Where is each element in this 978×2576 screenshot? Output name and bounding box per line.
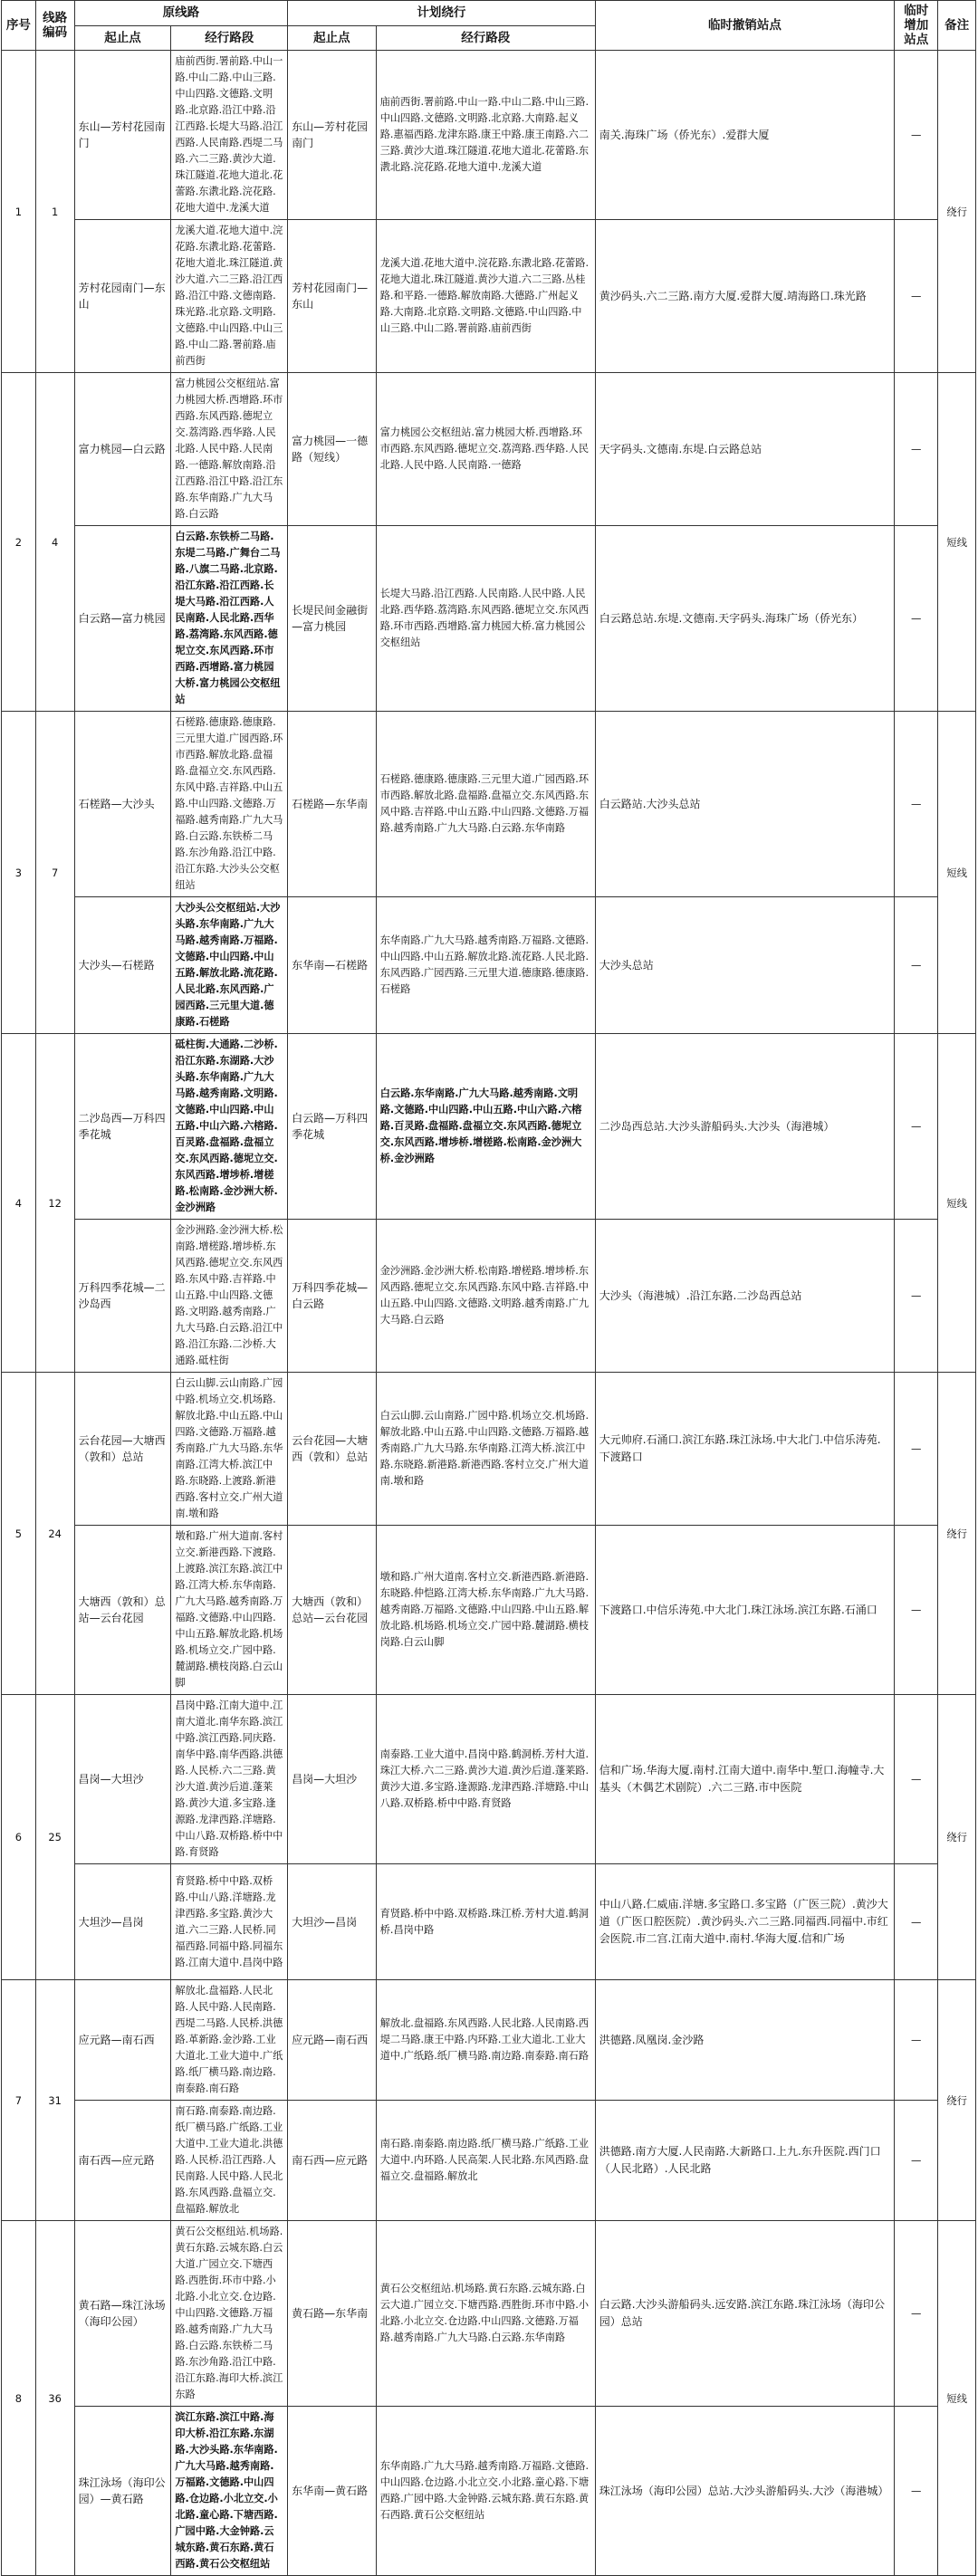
- original-endpoints-cell: 石槎路—大沙头: [74, 712, 171, 897]
- note-cell: 绕行: [938, 1695, 976, 1980]
- planned-route-cell: 白云路.东华南路.广九大马路.越秀南路.文明路.文德路.中山四路.中山五路.中山六路.六榕路.百灵路.盘福路.盘福立交.东风西路.德坭立交.东风西路.增埗桥.增槎路.松南路.金沙洲大桥.金沙洲路: [376, 1034, 595, 1220]
- cancelled-stops-cell: 中山八路.仁威庙.洋塘.多宝路口.多宝路（广医三院）.黄沙大道（广医口腔医院）.黄沙码头.六二三路.同福西.同福中.市红会医院.市二宫.江南大道中.南村.华海大厦.信和广场: [595, 1864, 894, 1980]
- seq-cell: 2: [2, 373, 36, 712]
- table-row: [2, 2407, 976, 2576]
- header-code: 线路编码: [35, 1, 74, 51]
- original-endpoints-cell: 应元路—南石西: [74, 1980, 171, 2101]
- original-endpoints-cell: 云台花园—大塘西（敦和）总站: [74, 1373, 171, 1526]
- original-route-cell: 龙溪大道.花地大道中.浣花路.东漖北路.花蕾路.花地大道北.珠江隧道.黄沙大道.六二三路.沿江西路.沿江中路.文德南路.珠光路.北京路.文明路.文德路.中山四路.中山三路.中山二路.署前路.庙前西街: [171, 220, 288, 373]
- table-row: [2, 2101, 976, 2221]
- table-row: [2, 1526, 976, 1695]
- planned-route-cell: 解放北.盘福路.东风西路.人民北路.人民南路.西堤二马路.康王中路.内环路.工业大道北.工业大道中.广纸路.纸厂横马路.南边路.南泰路.南石路: [376, 1980, 595, 2101]
- planned-route-cell: 金沙洲路.金沙洲大桥.松南路.增槎路.增埗桥.东风西路.德坭立交.东风西路.东风中路.吉祥路.中山五路.中山四路.文德路.文明路.越秀南路.广九大马路.白云路: [376, 1220, 595, 1373]
- header-original-endpoints: 起止点: [74, 25, 171, 51]
- original-endpoints-cell: 大沙头—石槎路: [74, 897, 171, 1034]
- note-cell: 短线: [938, 1034, 976, 1373]
- line-code-cell: 12: [35, 1034, 74, 1373]
- planned-route-cell: 南泰路.工业大道中.昌岗中路.鹤洞桥.芳村大道.珠江大桥.六二三路.黄沙大道.黄沙后道.蓬莱路.黄沙大道.多宝路.逢源路.龙津西路.洋塘路.中山八路.双桥路.桥中中路.育贤路: [376, 1695, 595, 1864]
- header-planned-route: 计划绕行: [288, 1, 596, 26]
- original-route-cell: 南石路.南泰路.南边路.纸厂横马路.广纸路.工业大道中.工业大道北.洪德路.人民桥.沿江西路.人民南路.人民中路.人民北路.东风西路.盘福立交.盘福路.解放北: [171, 2101, 288, 2221]
- table-row: [2, 1373, 976, 1526]
- added-stops-cell: —: [895, 526, 938, 712]
- added-stops-cell: —: [895, 1220, 938, 1373]
- original-endpoints-cell: 东山—芳村花园南门: [74, 51, 171, 220]
- original-route-cell: 昌岗中路.江南大道中.江南大道北.南华东路.滨江中路.滨江西路.同庆路.南华中路.南华西路.洪德路.人民桥.六二三路.黄沙大道.黄沙后道.蓬莱路.黄沙大道.多宝路.逢源路.龙津西路.洋塘路.中山八路.双桥路.桥中中路.育贤路: [171, 1695, 288, 1864]
- added-stops-cell: —: [895, 2221, 938, 2407]
- original-route-cell: 育贤路.桥中中路.双桥路.中山八路.洋塘路.龙津西路.多宝路.黄沙大道.六二三路.人民桥.同福西路.同福中路.同福东路.江南大道中.昌岗中路: [171, 1864, 288, 1980]
- original-route-cell: 墩和路.广州大道南.客村立交.新港西路.下渡路.上渡路.滨江东路.滨江中路.江湾大桥.东华南路.广九大马路.越秀南路.万福路.文德路.中山四路.中山五路.解放北路.机场路.机场立交.广园中路.麓湖路.横枝岗路.白云山脚: [171, 1526, 288, 1695]
- note-cell: 绕行: [938, 1373, 976, 1695]
- route-diversion-table: [1, 0, 976, 2576]
- table-row: [2, 1034, 976, 1220]
- planned-route-cell: 南石路.南泰路.南边路.纸厂横马路.广纸路.工业大道中.内环路.人民高架.人民北路.东风西路.盘福立交.盘福路.解放北: [376, 2101, 595, 2221]
- original-route-cell: 白云山脚.云山南路.广园中路.机场立交.机场路.解放北路.中山五路.中山四路.文德路.万福路.越秀南路.广九大马路.东华南路.江湾大桥.滨江中路.东晓路.上渡路.新港西路.客村立交.广州大道南.墩和路: [171, 1373, 288, 1526]
- cancelled-stops-cell: 洪德路.南方大厦.人民南路.大新路口.上九.东升医院.西门口（人民北路）.人民北路: [595, 2101, 894, 2221]
- original-endpoints-cell: 富力桃园—白云路: [74, 373, 171, 526]
- added-stops-cell: —: [895, 1695, 938, 1864]
- original-endpoints-cell: 万科四季花城—二沙岛西: [74, 1220, 171, 1373]
- header-seq: 序号: [2, 1, 36, 51]
- original-endpoints-cell: 芳村花园南门—东山: [74, 220, 171, 373]
- original-endpoints-cell: 二沙岛西—万科四季花城: [74, 1034, 171, 1220]
- planned-route-cell: 庙前西街.署前路.中山一路.中山二路.中山三路.中山四路.文德路.文明路.北京路.大南路.起义路.惠福西路.龙津东路.康王中路.康王南路.六二三路.黄沙大道.珠江隧道.花地大道北.花蕾路.东漖北路.浣花路.花地大道中.龙溪大道: [376, 51, 595, 220]
- planned-endpoints-cell: 云台花园—大塘西（敦和）总站: [288, 1373, 377, 1526]
- line-code-cell: 31: [35, 1980, 74, 2221]
- planned-endpoints-cell: 东华南—黄石路: [288, 2407, 377, 2576]
- seq-cell: 1: [2, 51, 36, 373]
- planned-route-cell: 东华南路.广九大马路.越秀南路.万福路.文德路.中山四路.仓边路.小北立交.小北路.童心路.下塘西路.广园中路.大金钟路.云城东路.黄石东路.黄石西路.黄石公交枢纽站: [376, 2407, 595, 2576]
- original-route-cell: 黄石公交枢纽站.机场路.黄石东路.云城东路.白云大道.广园立交.下塘西路.西胜街.环市中路.小北路.小北立交.仓边路.中山四路.文德路.万福路.越秀南路.广九大马路.白云路.东铁桥二马路.东沙角路.沿江中路.沿江东路.海印大桥.滨江东路: [171, 2221, 288, 2407]
- original-endpoints-cell: 黄石路—珠江泳场（海印公园）: [74, 2221, 171, 2407]
- seq-cell: 6: [2, 1695, 36, 1980]
- planned-endpoints-cell: 大坦沙—昌岗: [288, 1864, 377, 1980]
- table-row: [2, 526, 976, 712]
- original-endpoints-cell: 南石西—应元路: [74, 2101, 171, 2221]
- planned-endpoints-cell: 大塘西（敦和）总站—云台花园: [288, 1526, 377, 1695]
- original-route-cell: 金沙洲路.金沙洲大桥.松南路.增槎路.增埗桥.东风西路.德坭立交.东风西路.东风中路.吉祥路.中山五路.中山四路.文德路.文明路.越秀南路.广九大马路.白云路.沿江中路.沿江东路.二沙桥.大通路.砥柱街: [171, 1220, 288, 1373]
- line-code-cell: 1: [35, 51, 74, 373]
- original-route-cell: 滨江东路.滨江中路.海印大桥.沿江东路.东湖路.大沙头路.东华南路.广九大马路.越秀南路.万福路.文德路.中山四路.仓边路.小北立交.小北路.童心路.下塘西路.广园中路.大金钟路.云城东路.黄石东路.黄石西路.黄石公交枢纽站: [171, 2407, 288, 2576]
- original-route-cell: 富力桃园公交枢纽站.富力桃园大桥.西增路.环市西路.东风西路.德坭立交.荔湾路.西华路.人民北路.人民中路.人民南路.一德路.解放南路.沿江西路.沿江中路.沿江东路.东华南路.广九大马路.白云路: [171, 373, 288, 526]
- table-row: [2, 373, 976, 526]
- added-stops-cell: —: [895, 51, 938, 220]
- line-code-cell: 7: [35, 712, 74, 1034]
- original-route-cell: 砥柱街.大通路.二沙桥.沿江东路.东湖路.大沙头路.东华南路.广九大马路.越秀南路.文明路.文德路.中山四路.中山五路.中山六路.六榕路.百灵路.盘福路.盘福立交.东风西路.德坭立交.东风西路.增埗桥.增槎路.松南路.金沙洲大桥.金沙洲路: [171, 1034, 288, 1220]
- added-stops-cell: —: [895, 373, 938, 526]
- planned-route-cell: 富力桃园公交枢纽站.富力桃园大桥.西增路.环市西路.东风西路.德坭立交.荔湾路.西华路.人民北路.人民中路.人民南路.一德路: [376, 373, 595, 526]
- planned-route-cell: 龙溪大道.花地大道中.浣花路.东漖北路.花蕾路.花地大道北.珠江隧道.黄沙大道.六二三路.丛桂路.和平路.一德路.解放南路.大德路.广州起义路.大南路.北京路.文明路.文德路.中山四路.中山三路.中山二路.署前路.庙前西街: [376, 220, 595, 373]
- original-route-cell: 解放北.盘福路.人民北路.人民中路.人民南路.西堤二马路.人民桥.洪德路.革新路.金沙路.工业大道北.工业大道中.广纸路.纸厂横马路.南边路.南泰路.南石路: [171, 1980, 288, 2101]
- original-route-cell: 白云路.东铁桥二马路.东堤二马路.广舞台二马路.八旗二马路.北京路.沿江东路.沿江西路.长堤大马路.沿江西路.人民南路.人民北路.西华路.荔湾路.东风西路.德坭立交.东风西路.环市西路.西增路.富力桃园大桥.富力桃园公交枢纽站: [171, 526, 288, 712]
- planned-endpoints-cell: 东山—芳村花园南门: [288, 51, 377, 220]
- cancelled-stops-cell: 信和广场.华海大厦.南村.江南大道中.南华中.堑口.海幢寺.大基头（木偶艺术剧院）.六二三路.市中医院: [595, 1695, 894, 1864]
- note-cell: 绕行: [938, 51, 976, 373]
- planned-route-cell: 白云山脚.云山南路.广园中路.机场立交.机场路.解放北路.中山五路.中山四路.文德路.万福路.越秀南路.广九大马路.东华南路.江湾大桥.滨江中路.东晓路.新港路.新港西路.客村立交.广州大道南.墩和路: [376, 1373, 595, 1526]
- planned-endpoints-cell: 东华南—石槎路: [288, 897, 377, 1034]
- original-endpoints-cell: 白云路—富力桃园: [74, 526, 171, 712]
- table-row: [2, 2221, 976, 2407]
- note-cell: 短线: [938, 712, 976, 1034]
- header-planned-segments: 经行路段: [376, 25, 595, 51]
- cancelled-stops-cell: 天字码头.文德南.东堤.白云路总站: [595, 373, 894, 526]
- planned-route-cell: 石槎路.德康路.德康路.三元里大道.广园西路.环市西路.解放北路.盘福路.盘福立交.东风西路.东风中路.吉祥路.中山五路.中山四路.文德路.万福路.越秀南路.广九大马路.白云路.东华南路: [376, 712, 595, 897]
- added-stops-cell: —: [895, 1034, 938, 1220]
- header-cancelled-stops: 临时撤销站点: [595, 1, 894, 51]
- table-row: [2, 51, 976, 220]
- table-row: [2, 1695, 976, 1864]
- added-stops-cell: —: [895, 2101, 938, 2221]
- line-code-cell: 25: [35, 1695, 74, 1980]
- table-row: [2, 1864, 976, 1980]
- planned-endpoints-cell: 南石西—应元路: [288, 2101, 377, 2221]
- header-original-segments: 经行路段: [171, 25, 288, 51]
- cancelled-stops-cell: 洪德路.凤凰岗.金沙路: [595, 1980, 894, 2101]
- planned-endpoints-cell: 长堤民间金融街—富力桃园: [288, 526, 377, 712]
- header-added-stops: 临时增加站点: [895, 1, 938, 51]
- seq-cell: 4: [2, 1034, 36, 1373]
- planned-route-cell: 黄石公交枢纽站.机场路.黄石东路.云城东路.白云大道.广园立交.下塘西路.西胜街.环市中路.小北路.小北立交.仓边路.中山四路.文德路.万福路.越秀南路.广九大马路.白云路.东华南路: [376, 2221, 595, 2407]
- cancelled-stops-cell: 珠江泳场（海印公园）总站.大沙头游船码头.大沙（海港城）: [595, 2407, 894, 2576]
- added-stops-cell: —: [895, 2407, 938, 2576]
- planned-endpoints-cell: 应元路—南石西: [288, 1980, 377, 2101]
- line-code-cell: 24: [35, 1373, 74, 1695]
- cancelled-stops-cell: 下渡路口.中信乐涛苑.中大北门.珠江泳场.滨江东路.石涌口: [595, 1526, 894, 1695]
- planned-endpoints-cell: 石槎路—东华南: [288, 712, 377, 897]
- header-original-route: 原线路: [74, 1, 287, 26]
- added-stops-cell: —: [895, 1980, 938, 2101]
- added-stops-cell: —: [895, 1864, 938, 1980]
- seq-cell: 5: [2, 1373, 36, 1695]
- note-cell: 短线: [938, 373, 976, 712]
- seq-cell: 7: [2, 1980, 36, 2221]
- planned-endpoints-cell: 黄石路—东华南: [288, 2221, 377, 2407]
- cancelled-stops-cell: 白云路站.大沙头总站: [595, 712, 894, 897]
- cancelled-stops-cell: 南关.海珠广场（侨光东）.爱群大厦: [595, 51, 894, 220]
- original-route-cell: 大沙头公交枢纽站.大沙头路.东华南路.广九大马路.越秀南路.万福路.文德路.中山四路.中山五路.解放北路.流花路.人民北路.东风西路.广园西路.三元里大道.德康路.石槎路: [171, 897, 288, 1034]
- table-body: [2, 51, 976, 2576]
- original-route-cell: 庙前西街.署前路.中山一路.中山二路.中山三路.中山四路.文德路.文明路.北京路.沿江中路.沿江西路.长堤大马路.沿江西路.人民南路.西堤二马路.六二三路.黄沙大道.珠江隧道.花地大道北.花蕾路.东漖北路.浣花路.花地大道中.龙溪大道: [171, 51, 288, 220]
- note-cell: 短线: [938, 2221, 976, 2576]
- added-stops-cell: —: [895, 897, 938, 1034]
- cancelled-stops-cell: 大元帅府.石涌口.滨江东路.珠江泳场.中大北门.中信乐涛苑.下渡路口: [595, 1373, 894, 1526]
- planned-endpoints-cell: 白云路—万科四季花城: [288, 1034, 377, 1220]
- planned-route-cell: 墩和路.广州大道南.客村立交.新港西路.新港路.东晓路.仲恺路.江湾大桥.东华南路.广九大马路.越秀南路.万福路.文德路.中山四路.中山五路.解放北路.机场路.机场立交.广园中路.麓湖路.横枝岗路.白云山脚: [376, 1526, 595, 1695]
- line-code-cell: 36: [35, 2221, 74, 2576]
- planned-route-cell: 东华南路.广九大马路.越秀南路.万福路.文德路.中山四路.中山五路.解放北路.流花路.人民北路.东风西路.广园西路.三元里大道.德康路.德康路.石槎路: [376, 897, 595, 1034]
- original-endpoints-cell: 珠江泳场（海印公园）—黄石路: [74, 2407, 171, 2576]
- cancelled-stops-cell: 大沙头（海港城）.沿江东路.二沙岛西总站: [595, 1220, 894, 1373]
- added-stops-cell: —: [895, 1373, 938, 1526]
- header-planned-endpoints: 起止点: [288, 25, 377, 51]
- planned-endpoints-cell: 富力桃园—一德路（短线）: [288, 373, 377, 526]
- planned-route-cell: 长堤大马路.沿江西路.人民南路.人民中路.人民北路.西华路.荔湾路.东风西路.德坭立交.东风西路.环市西路.西增路.富力桃园大桥.富力桃园公交枢纽站: [376, 526, 595, 712]
- table-row: [2, 1980, 976, 2101]
- planned-route-cell: 育贤路.桥中中路.双桥路.珠江桥.芳村大道.鹤洞桥.昌岗中路: [376, 1864, 595, 1980]
- table-row: [2, 712, 976, 897]
- cancelled-stops-cell: 二沙岛西总站.大沙头游船码头.大沙头（海港城）: [595, 1034, 894, 1220]
- table-row: [2, 897, 976, 1034]
- added-stops-cell: —: [895, 220, 938, 373]
- header-note: 备注: [938, 1, 976, 51]
- line-code-cell: 4: [35, 373, 74, 712]
- cancelled-stops-cell: 大沙头总站: [595, 897, 894, 1034]
- planned-endpoints-cell: 昌岗—大坦沙: [288, 1695, 377, 1864]
- cancelled-stops-cell: 黄沙码头.六二三路.南方大厦.爱群大厦.靖海路口.珠光路: [595, 220, 894, 373]
- table-row: [2, 220, 976, 373]
- cancelled-stops-cell: 白云路总站.东堤.文德南.天字码头.海珠广场（侨光东）: [595, 526, 894, 712]
- added-stops-cell: —: [895, 712, 938, 897]
- original-endpoints-cell: 昌岗—大坦沙: [74, 1695, 171, 1864]
- cancelled-stops-cell: 白云路.大沙头游船码头.远安路.滨江东路.珠江泳场（海印公园）总站: [595, 2221, 894, 2407]
- seq-cell: 3: [2, 712, 36, 1034]
- original-endpoints-cell: 大坦沙—昌岗: [74, 1864, 171, 1980]
- table-row: [2, 1220, 976, 1373]
- original-endpoints-cell: 大塘西（敦和）总站—云台花园: [74, 1526, 171, 1695]
- planned-endpoints-cell: 万科四季花城—白云路: [288, 1220, 377, 1373]
- planned-endpoints-cell: 芳村花园南门—东山: [288, 220, 377, 373]
- added-stops-cell: —: [895, 1526, 938, 1695]
- seq-cell: 8: [2, 2221, 36, 2576]
- original-route-cell: 石槎路.德康路.德康路.三元里大道.广园西路.环市西路.解放北路.盘福路.盘福立交.东风西路.东风中路.吉祥路.中山五路.中山四路.文德路.万福路.越秀南路.广九大马路.白云路.东铁桥二马路.东沙角路.沿江中路.沿江东路.大沙头公交枢纽站: [171, 712, 288, 897]
- note-cell: 绕行: [938, 1980, 976, 2221]
